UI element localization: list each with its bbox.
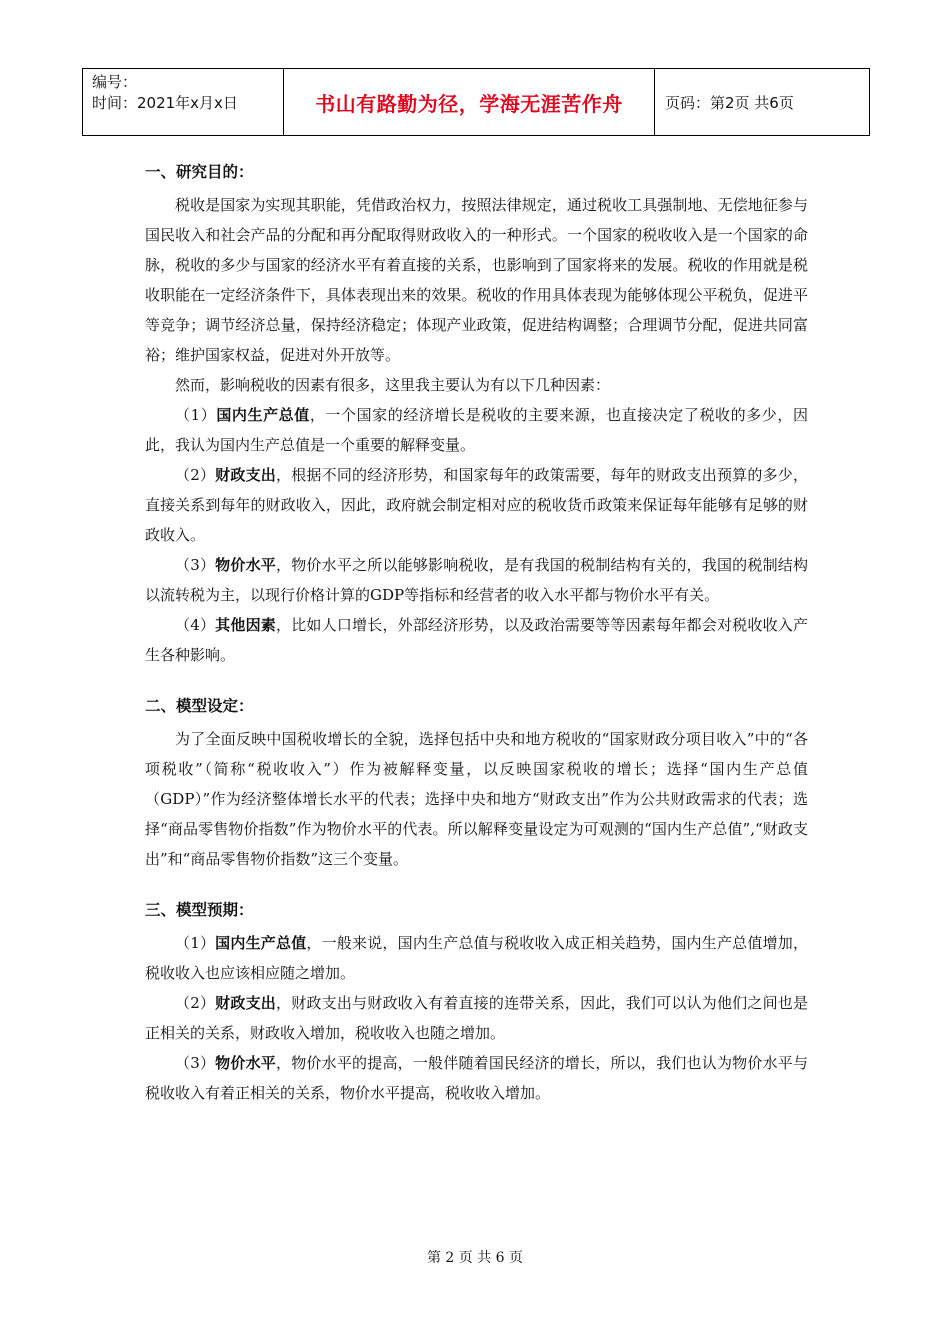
factor-item-other xyxy=(145,610,808,670)
item-text: ，财政支出与财政收入有着直接的连带关系，因此，我们可以认为他们之间也是正相关的关系，财政收入增加，税收收入也随之增加。 xyxy=(145,994,808,1042)
expectation-item-gdp xyxy=(145,928,808,988)
item-text: ，物价水平的提高，一般伴随着国民经济的增长，所以，我们也认为物价水平与税收收入有着正相关的关系，物价水平提高，税收收入增加。 xyxy=(145,1054,808,1102)
document-number-label: 编号： xyxy=(92,73,138,91)
page-footer: 第 2 页 共 6 页 xyxy=(426,1250,524,1266)
header-page-label: 页码：第2页 共6页 xyxy=(665,93,794,112)
header-left-cell xyxy=(83,69,284,135)
item-keyword: 财政支出 xyxy=(215,466,276,484)
expectation-item-price-level xyxy=(145,1048,808,1108)
item-keyword: 物价水平 xyxy=(215,1054,276,1072)
section-title-model-setting: 二、模型设定： xyxy=(145,697,254,715)
item-keyword: 国内生产总值 xyxy=(215,934,307,952)
section-title-model-expectation: 三、模型预期： xyxy=(145,901,254,919)
paragraph: 为了全面反映中国税收增长的全貌，选择包括中央和地方税收的“国家财政分项目收入”中的“各项税收”（简称“税收收入”）作为被解释变量，以反映国家税收的增长；选择“国内生产总值（GDP）”作为经济整体增长水平的代表；选择中央和地方“财政支出”作为公共财政需求的代表；选择“商品零售物价指数”作为物价水平的代表。所以解释变量设定为可观测的“国内生产总值”,“财政支出”和“商品零售物价指数”这三个变量。 xyxy=(145,730,808,868)
item-text: ，物价水平之所以能够影响税收，是有我国的税制结构有关的，我国的税制结构以流转税为主，以现行价格计算的GDP等指标和经营者的收入水平都与物价水平有关。 xyxy=(145,556,808,604)
item-text: ，一般来说，国内生产总值与税收收入成正相关趋势，国内生产总值增加，税收收入也应该相应随之增加。 xyxy=(145,934,808,982)
header-table xyxy=(82,68,870,136)
item-keyword: 其他因素 xyxy=(215,616,276,634)
item-number: （4） xyxy=(175,616,216,634)
paragraph: 然而，影响税收的因素有很多，这里我主要认为有以下几种因素： xyxy=(175,376,611,394)
section-gap xyxy=(145,874,808,898)
item-number: （3） xyxy=(175,1054,216,1072)
item-number: （2） xyxy=(175,994,216,1012)
item-keyword: 国内生产总值 xyxy=(216,406,310,424)
expectation-item-fiscal-expenditure xyxy=(145,988,808,1048)
section-gap xyxy=(145,670,808,694)
item-number: （1） xyxy=(175,406,217,424)
item-number: （3） xyxy=(175,556,216,574)
item-keyword: 财政支出 xyxy=(215,994,276,1012)
document-time-label: 时间：2021年x月x日 xyxy=(92,94,238,112)
factor-item-price-level xyxy=(145,550,808,610)
factor-item-fiscal-expenditure xyxy=(145,460,808,550)
item-number: （1） xyxy=(175,934,216,952)
paragraph: 税收是国家为实现其职能，凭借政治权力，按照法律规定，通过税收工具强制地、无偿地征参与国民收入和社会产品的分配和再分配取得财政收入的一种形式。一个国家的税收收入是一个国家的命脉，税收的多少与国家的经济水平有着直接的关系，也影响到了国家将来的发展。税收的作用就是税收职能在一定经济条件下，具体表现出来的效果。税收的作用具体表现为能够体现公平税负，促进平等竞争；调节经济总量，保持经济稳定；体现产业政策，促进结构调整；合理调节分配，促进共同富裕；维护国家权益，促进对外开放等。 xyxy=(145,196,808,364)
document-body xyxy=(145,160,808,1108)
item-text: ，一个国家的经济增长是税收的主要来源，也直接决定了税收的多少，因此，我认为国内生产总值是一个重要的解释变量。 xyxy=(145,406,808,454)
item-text: ，比如人口增长，外部经济形势，以及政治需要等等因素每年都会对税收收入产生各种影响。 xyxy=(145,616,808,664)
factor-item-gdp xyxy=(145,400,808,460)
item-text: ，根据不同的经济形势，和国家每年的政策需要，每年的财政支出预算的多少，直接关系到每年的财政收入，因此，政府就会制定相对应的税收货币政策来保证每年能够有足够的财政收入。 xyxy=(145,466,808,544)
section-title-research-purpose: 一、研究目的： xyxy=(145,163,254,181)
item-number: （2） xyxy=(175,466,216,484)
header-motto: 书山有路勤为径，学海无涯苦作舟 xyxy=(284,69,655,135)
item-keyword: 物价水平 xyxy=(215,556,276,574)
